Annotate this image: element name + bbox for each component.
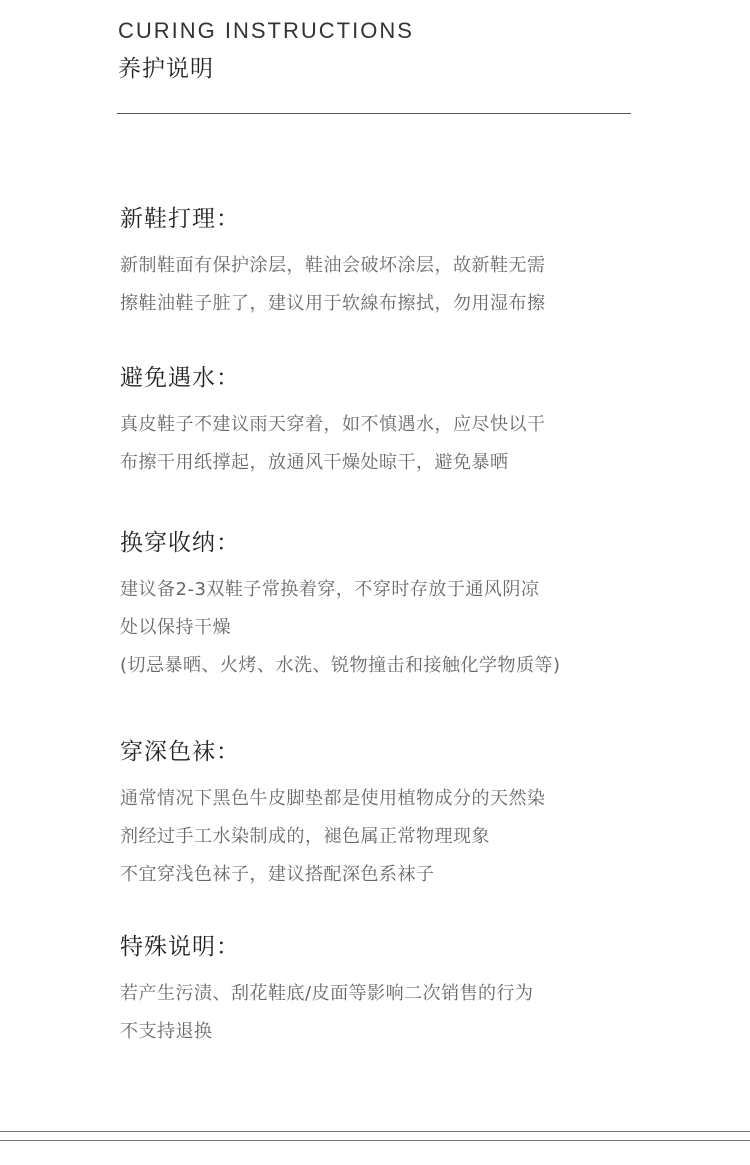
section-title: 换穿收纳： [120,530,240,556]
section-text-line: 不宜穿浅色袜子，建议搭配深色系袜子 [120,864,435,885]
section-title: 新鞋打理： [120,206,240,232]
section-text-line: (切忌暴晒、火烤、水洗、锐物撞击和接触化学物质等) [120,655,561,676]
title-english: CURING INSTRUCTIONS [118,18,414,43]
section-title: 穿深色袜： [120,739,240,765]
section-special-notes [120,931,680,1051]
section-title: 特殊说明： [120,934,240,960]
section-text-line: 通常情况下黑色牛皮脚垫都是使用植物成分的天然染 [120,788,546,809]
footer-divider [0,1140,750,1141]
footer-divider [0,1131,750,1132]
section-text-line: 若产生污渍、刮花鞋底/皮面等影响二次销售的行为 [120,983,534,1004]
header [118,16,414,86]
section-avoid-water [120,362,680,482]
section-text-line: 建议备2-3双鞋子常换着穿，不穿时存放于通风阴凉 [120,579,540,600]
section-text-line: 新制鞋面有保护涂层，鞋油会破坏涂层，故新鞋无需 [120,255,546,276]
title-chinese: 养护说明 [118,56,214,82]
section-text-line: 处以保持干燥 [120,617,231,638]
section-text-line: 不支持退换 [120,1021,213,1042]
header-divider [117,113,631,114]
section-text-line: 真皮鞋子不建议雨天穿着，如不慎遇水，应尽快以干 [120,414,546,435]
section-text-line: 布擦干用纸撑起，放通风干燥处晾干，避免暴晒 [120,452,509,473]
section-rotation-storage [120,527,680,685]
section-dark-socks [120,736,680,894]
section-text-line: 擦鞋油鞋子脏了，建议用于软線布擦拭，勿用湿布擦 [120,293,546,314]
section-new-shoe-care [120,203,680,323]
section-text-line: 剂经过手工水染制成的，褪色属正常物理现象 [120,826,490,847]
section-title: 避免遇水： [120,365,240,391]
